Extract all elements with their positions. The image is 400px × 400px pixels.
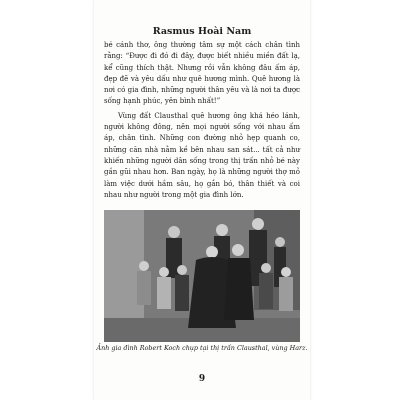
body-text: [104, 40, 300, 201]
family-photo-image: [104, 210, 300, 342]
family-photo: [104, 210, 300, 342]
book-page: [94, 0, 310, 400]
running-header: Rasmus Hoài Nam: [152, 26, 252, 37]
page-number: 9: [198, 374, 206, 384]
paragraph-1: bé cánh thơ, ông thường tâm sự một cách chân tình rằng: “Được đi đó đi đây, được biết nhiều miền đất lạ, kể cũng thích thật. Nhưng rồi vẫn không đâu ấm áp, đẹp đẽ và yêu dấu như quê hương mình. Quê hương là nơi có gia đình, những người thân yêu và là nơi ta được sống hạnh phúc, yên bình nhất!”: [104, 41, 300, 106]
paragraph-2: Vùng đất Clausthal quê hương ông khá héo lánh, người không đông, nên mọi người sống với nhau ấm áp, chân tình. Những con đường nhỏ hẹp quanh co, những căn nhà nằm kề bên nhau san sát... tất cả như khiến những người dân sống trong thị trấn nhỏ bé này gần gũi nhau hơn. Ban ngày, họ là những người thợ mỏ làm việc dưới hầm sâu, họ gắn bó, thân thiết và coi nhau như người trong một gia đình lớn.: [104, 111, 300, 199]
figure-caption: Ảnh gia đình Robert Koch chụp tại thị trấn Clausthal, vùng Harz.: [96, 344, 308, 352]
